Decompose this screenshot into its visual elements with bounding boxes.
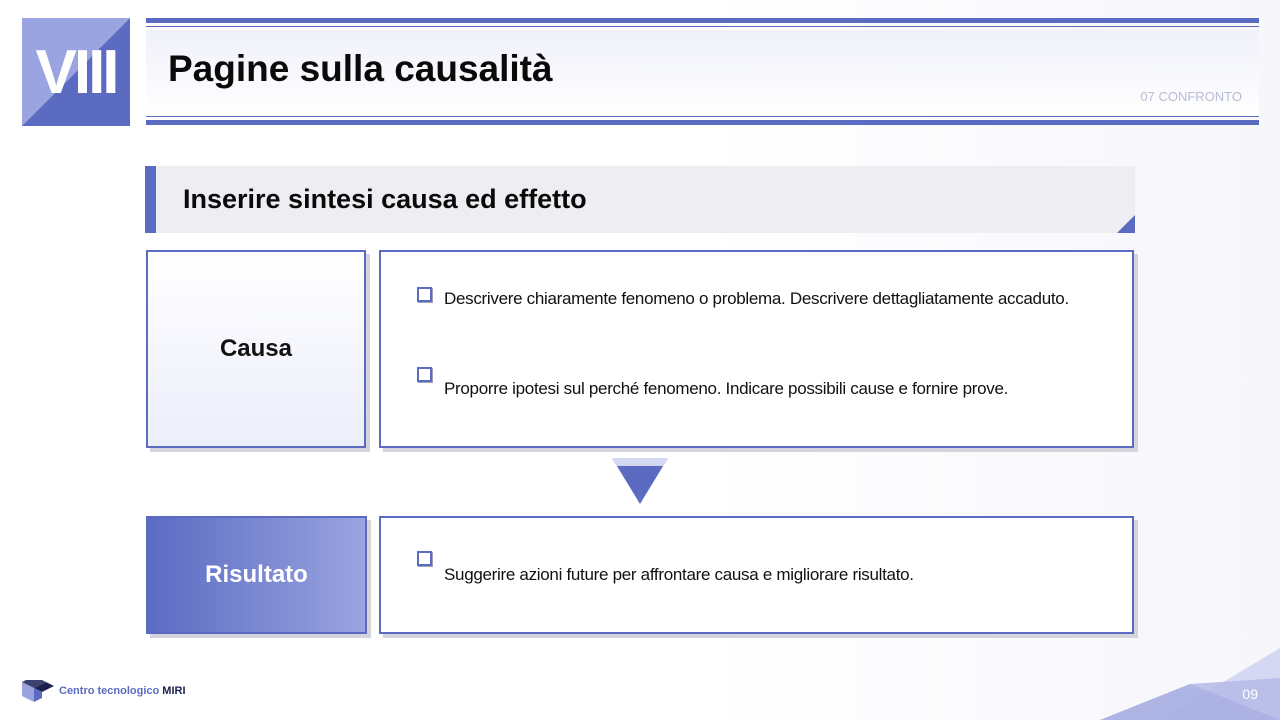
result-label: Risultato <box>205 561 308 588</box>
page-title: Pagine sulla causalità <box>168 48 553 89</box>
cause-content-box <box>379 250 1134 448</box>
footer-brand-name: MIRI <box>162 685 186 697</box>
result-bullet-text: Suggerire azioni future per affrontare causa e migliorare risultato. <box>444 565 914 584</box>
triangle-down-icon <box>612 458 668 506</box>
chapter-badge <box>22 18 130 126</box>
cause-label: Causa <box>219 335 293 362</box>
cube-logo-icon <box>22 680 56 704</box>
cause-bullet-text: Descrivere chiaramente fenomeno o problema. Descrivere dettagliatamente accaduto. <box>444 289 1069 308</box>
cause-label-box <box>146 250 366 448</box>
subtitle-accent <box>145 166 156 233</box>
cause-bullet-text: Proporre ipotesi sul perché fenomeno. Indicare possibili cause e fornire prove. <box>444 379 1009 398</box>
section-tag: 07 CONFRONTO <box>1140 89 1242 104</box>
footer-brand <box>59 685 186 697</box>
chapter-numeral: VIII <box>35 37 117 107</box>
corner-triangle-icon <box>1117 215 1135 233</box>
footer-brand-prefix: Centro tecnologico <box>59 685 160 697</box>
checkbox-square-icon <box>417 287 432 302</box>
page-number: 09 <box>1242 686 1258 702</box>
result-content-box <box>379 516 1134 634</box>
subtitle-text: Inserire sintesi causa ed effetto <box>183 184 587 214</box>
checkbox-square-icon <box>417 551 432 566</box>
result-label-box <box>146 516 367 634</box>
checkbox-square-icon <box>417 367 432 382</box>
corner-decoration <box>1100 648 1280 720</box>
